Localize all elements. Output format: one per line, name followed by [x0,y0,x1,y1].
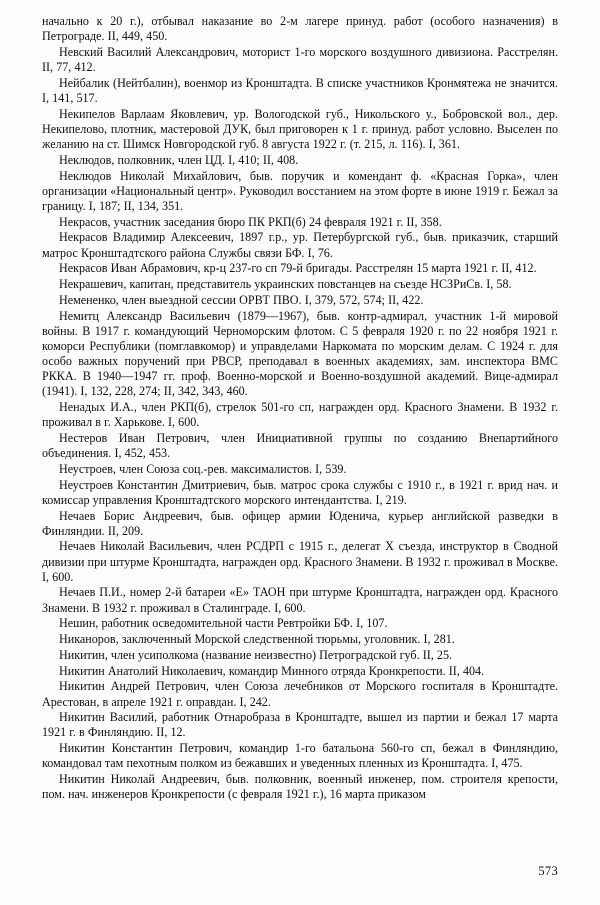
index-entry: Нейбалик (Нейтбалин), военмор из Кронштадта. В списке участников Кронмятежа не значится. I, 141, 517. [42,75,558,105]
page-number: 573 [538,864,558,878]
index-entry: Никитин, член усиполкома (название неизвестно) Петроградской губ. II, 25. [59,647,453,662]
index-entry: Некрасов Владимир Алексеевич, 1897 г.р., ур. Петербургской губ., быв. приказчик, старший матрос Кронштадтского района Службы связи БФ. I, 76. [42,230,558,260]
index-entry: Никитин Василий, работник Отнаробраза в Кронштадте, вышел из партии и бежал 17 марта 1921 г. в Финляндию. II, 12. [42,710,558,740]
index-entry: Нестеров Иван Петрович, член Инициативной группы по созданию Внепартийного объединения. I, 452, 453. [42,430,558,461]
index-entry: Нечаев П.И., номер 2-й батареи «Е» ТАОН при штурме Кронштадта, награжден орд. Красного Знамени. В 1932 г. проживал в Сталинграде. I, 600. [42,585,558,615]
index-entry: Неклюдов, полковник, член ЦД. I, 410; II, 408. [59,152,299,167]
index-entry: Некрасов Иван Абрамович, кр-ц 237-го сп 79-й бригады. Расстрелян 15 марта 1921 г. II, 412. [59,261,537,276]
index-entry: Нешин, работник осведомительной части Ревтройки БФ. I, 107. [59,616,388,631]
index-entry: Неклюдов Николай Михайлович, быв. поручик и комендант ф. «Красная Горка», член организации «Национальный центр». Руководил восстанием на этом форте в июне 1919 г. Бежал за границу. I, 187; II, 134, 351. [42,168,558,213]
index-entry: Ненадых И.А., член РКП(б), стрелок 501-го сп, награжден орд. Красного Знамени. В 1932 г. проживал в г. Харькове. I, 600. [42,400,558,430]
index-entries-column [42,14,558,803]
index-entry: Никитин Николай Андреевич, быв. полковник, военный инженер, пом. строителя крепости, пом. нач. инженеров Кронкрепости (с февраля 1921 г.), 16 марта приказом [42,772,558,802]
index-entry: Неустроев Константин Дмитриевич, быв. матрос срока службы с 1910 г., в 1921 г. врид нач. и комиссар управления Кронштадтского морского интендантства. I, 219. [42,477,558,507]
index-entry: Немененко, член выездной сессии ОРВТ ПВО. I, 379, 572, 574; II, 422. [59,292,424,307]
index-entry: Никитин Константин Петрович, командир 1-го батальона 560-го сп, бежал в Финляндию, командовал там пехотным полком из бежавших и уведенных пленных из Кронштадта. I, 475. [42,741,558,771]
index-entry: Никитин Андрей Петрович, член Союза лечебников от Морского госпиталя в Кронштадте. Арестован, в апреле 1921 г. оправдан. I, 242. [42,679,558,709]
index-entry: Невский Василий Александрович, моторист 1-го морского воздушного дивизиона. Расстрелян. II, 77, 412. [42,44,558,75]
index-entry: Некрашевич, капитан, представитель украинских повстанцев на съезде НСЗРиСв. I, 58. [59,277,512,291]
index-entry: Нечаев Николай Васильевич, член РСДРП с 1915 г., делегат X съезда, инструктор в Сводной дивизии при штурме Кронштадта, награжден орд. Красного Знамени. В 1932 г. проживал в Москве. I, 600. [42,539,558,584]
index-entry: Немитц Александр Васильевич (1879—1967), быв. контр-адмирал, участник 1-й мировой войны. В 1917 г. командующий Черноморским флотом. С 5 февраля 1920 г. по 22 ноября 1921 г. коморси Республики (помглавкомор) и управделами Наркомата по морским делам. С 1924 г. для особо важных поручений при РВСР, преподавал в военных академиях, зам. инспектора ВМС РККА. В 1940—1947 гг. проф. Военно-морской и Военно-воздушной академий. Вице-адмирал (1941). I, 132, 228, 274; II, 342, 343, 460. [42,308,558,399]
index-entry: Некипелов Варлаам Яковлевич, ур. Вологодской губ., Никольского у., Бобровской вол., дер. Некипелово, плотник, мастеровой ДУК, был приговорен к 1 г. принуд. работ условно. Выселен по желанию на ст. Шимск Новгородской губ. 8 августа 1922 г. (т. 215, л. 116). I, 361. [42,106,558,152]
index-entry: Никитин Анатолий Николаевич, командир Минного отряда Кронкрепости. II, 404. [59,663,485,678]
index-entry: Неустроев, член Союза соц.-рев. максималистов. I, 539. [59,461,347,476]
index-entry: Никаноров, заключенный Морской следственной тюрьмы, уголовник. I, 281. [59,632,455,647]
index-entry: Некрасов, участник заседания бюро ПК РКП(б) 24 февраля 1921 г. II, 358. [59,214,442,229]
index-entry: начально к 20 г.), отбывал наказание во 2-м лагере принуд. работ (особого назначения) в Петрограде. II, 449, 450. [42,14,558,44]
index-entry: Нечаев Борис Андреевич, быв. офицер армии Юденича, курьер английской разведки в Финляндии. II, 209. [42,508,558,538]
